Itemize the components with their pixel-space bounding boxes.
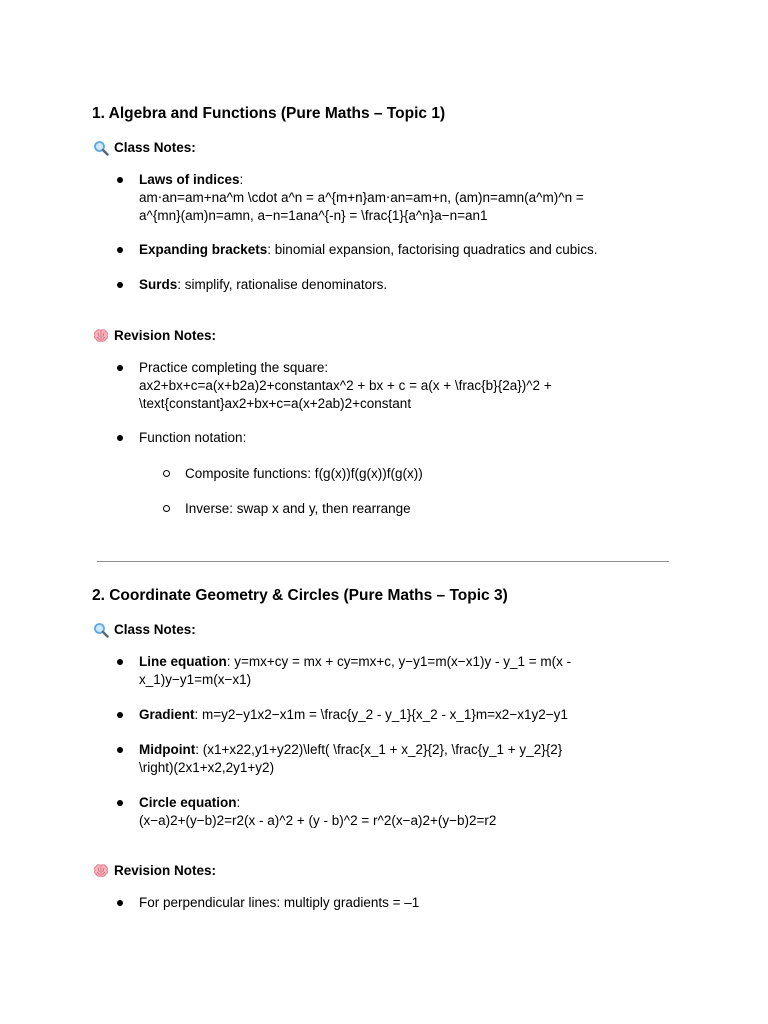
section-2-class-notes-label: Class Notes: xyxy=(93,621,196,639)
list-item-function-notation: Function notation: xyxy=(139,430,247,445)
list-item-surds: Surds: simplify, rationalise denominators. xyxy=(139,277,388,292)
bullet xyxy=(117,365,123,371)
sub-bullet xyxy=(163,470,170,477)
section-2-revision-notes-label: Revision Notes: xyxy=(93,862,216,880)
horizontal-divider xyxy=(97,561,669,562)
list-item-laws-of-indices: Laws of indices: am⋅an=am+na^m \cdot a^n = a^{m+n}am⋅an=am+n, (am)n=amn(a^m)^n = a^{mn}(am)n=amn, a−n=1ana^{-n} = \frac{1}{a^n}a−n=an1 xyxy=(139,172,584,223)
list-item-perpendicular-lines: For perpendicular lines: multiply gradients = –1 xyxy=(139,895,420,910)
bullet xyxy=(117,747,123,753)
bullet xyxy=(117,712,123,718)
sub-bullet xyxy=(163,505,170,512)
bullet xyxy=(117,659,123,665)
bullet xyxy=(117,800,123,806)
sub-item-composite-functions: Composite functions: f(g(x))f(g(x))f(g(x)) xyxy=(185,466,423,481)
section-1-heading: 1. Algebra and Functions (Pure Maths – Topic 1) xyxy=(92,105,446,122)
section-1-class-notes-label: Class Notes: xyxy=(93,139,196,157)
brain-icon xyxy=(93,328,109,344)
section-2-heading: 2. Coordinate Geometry & Circles (Pure Maths – Topic 3) xyxy=(92,587,508,604)
magnifying-glass-icon xyxy=(93,140,109,156)
list-item-completing-square: Practice completing the square: ax2+bx+c=a(x+b2a)2+constantax^2 + bx + c = a(x + \frac{b}{2a})^2 + \text{constant}ax2+bx+c=a(x+2ab)2+constant xyxy=(139,360,552,411)
list-item-line-equation: Line equation: y=mx+cy = mx + cy=mx+c, y−y1=m(x−x1)y - y_1 = m(x - x_1)y−y1=m(x−x1) xyxy=(139,654,572,687)
bullet xyxy=(117,435,123,441)
section-1-revision-notes-label: Revision Notes: xyxy=(93,327,216,345)
list-item-circle-equation: Circle equation: (x−a)2+(y−b)2=r2(x - a)^2 + (y - b)^2 = r^2(x−a)2+(y−b)2=r2 xyxy=(139,795,497,828)
list-item-gradient: Gradient: m=y2−y1x2−x1m = \frac{y_2 - y_1}{x_2 - x_1}m=x2−x1y2−y1 xyxy=(139,707,568,722)
brain-icon xyxy=(93,863,109,879)
bullet xyxy=(117,177,123,183)
bullet xyxy=(117,900,123,906)
sub-item-inverse: Inverse: swap x and y, then rearrange xyxy=(185,501,411,516)
list-item-expanding-brackets: Expanding brackets: binomial expansion, factorising quadratics and cubics. xyxy=(139,242,598,257)
bullet xyxy=(117,247,123,253)
list-item-midpoint: Midpoint: (x1+x22,y1+y22)\left( \frac{x_1 + x_2}{2}, \frac{y_1 + y_2}{2} \right)(2x1+x2,2y1+y2) xyxy=(139,742,563,775)
magnifying-glass-icon xyxy=(93,622,109,638)
bullet xyxy=(117,282,123,288)
